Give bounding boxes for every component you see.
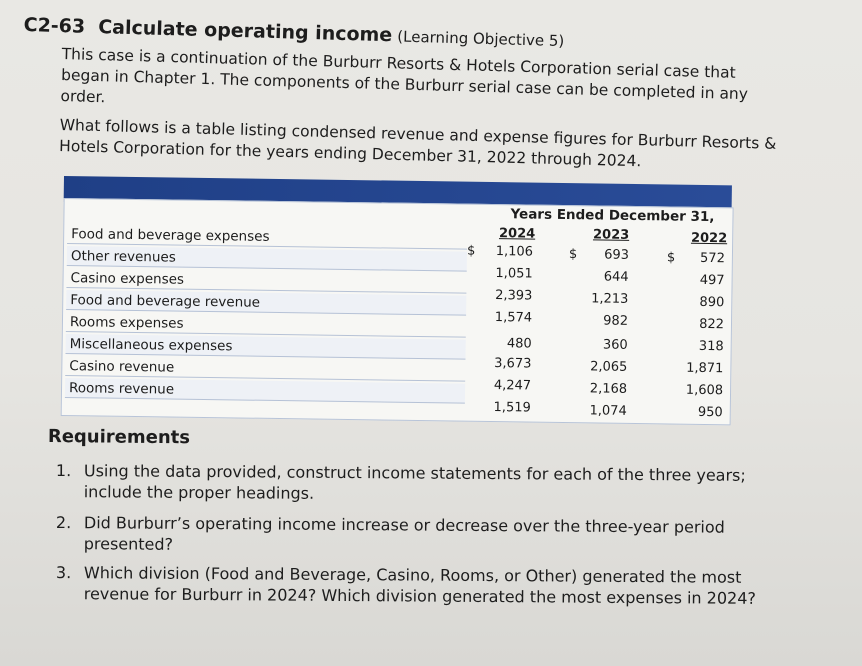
row-label: Food and beverage expenses [67,224,467,250]
requirement-item [55,460,776,503]
cell-2024: 480 [506,336,532,352]
cell-2022: 497 [699,272,725,289]
currency-symbol: $ [568,247,578,263]
requirement-item [55,512,776,554]
cell-2022: 1,871 [686,360,724,377]
requirement-text: Did Burburr’s operating income increase or decrease over the three-year period presented? [83,513,725,554]
table-description: What follows is a table listing condensed revenue and expense figures for Burburr Resorts & Hotels Corporation for the years ending December 31, 2022 through 2024. [58,115,777,171]
row-label: Casino revenue [65,356,465,382]
cell-2023: 693 [604,247,630,263]
cell-2022: 950 [697,404,723,421]
cell-2023: 360 [602,337,628,353]
row-label: Rooms revenue [65,378,465,404]
column-header-2024: 2024 [498,226,536,242]
currency-symbol: $ [466,243,476,259]
cell-2023: 1,213 [591,291,629,307]
requirement-text: Using the data provided, construct income statements for each of the three years; include the proper headings. [83,461,746,503]
cell-2024: 2,393 [495,288,533,304]
intro-paragraph: This case is a continuation of the Burburr Resorts & Hotels Corporation serial case that began in Chapter 1. The components of the Burburr serial case can be completed in any order. [60,44,749,107]
cell-2024: 4,247 [493,378,532,394]
cell-2023: 2,168 [589,381,628,397]
row-label: Other revenues [67,246,467,272]
cell-2024: 1,574 [494,310,533,326]
requirement-number: 3. [55,563,72,583]
cell-2023: 644 [603,269,629,285]
requirement-text: Which division (Food and Beverage, Casino, Rooms, or Other) generated the most revenue for Burburr in 2024? Which division generated the most expenses in 2024? [83,563,756,608]
row-label: Miscellaneous expenses [66,334,466,360]
cell-2023: 2,065 [590,359,628,375]
cell-2022: 318 [698,338,724,355]
cell-2023: 1,074 [589,403,627,419]
cell-2022: 822 [699,316,725,333]
column-header-2022: 2022 [690,230,728,247]
row-label: Food and beverage revenue [66,290,466,316]
cell-2024: 1,106 [495,244,534,260]
requirement-item [55,562,776,608]
years-group-header: Years Ended December 31, [493,206,731,229]
financial-table [61,176,732,425]
row-label: Casino expenses [66,268,466,294]
cell-2023: 982 [603,313,629,329]
requirement-number: 2. [55,513,72,533]
column-header-2023: 2023 [592,227,630,243]
learning-objective: (Learning Objective 5) [397,27,565,51]
cell-2024: 1,051 [495,266,533,282]
cell-2022: 572 [699,250,726,267]
case-id: C2-63 [23,14,86,38]
requirements-heading: Requirements [47,426,191,449]
cell-2022: 1,608 [685,382,724,399]
currency-symbol: $ [666,250,676,266]
cell-2022: 890 [699,294,725,311]
cell-2024: 1,519 [493,400,531,416]
requirement-number: 1. [55,460,72,481]
case-title: Calculate operating income [97,16,393,47]
row-label: Rooms expenses [66,312,466,338]
cell-2024: 3,673 [494,356,532,372]
